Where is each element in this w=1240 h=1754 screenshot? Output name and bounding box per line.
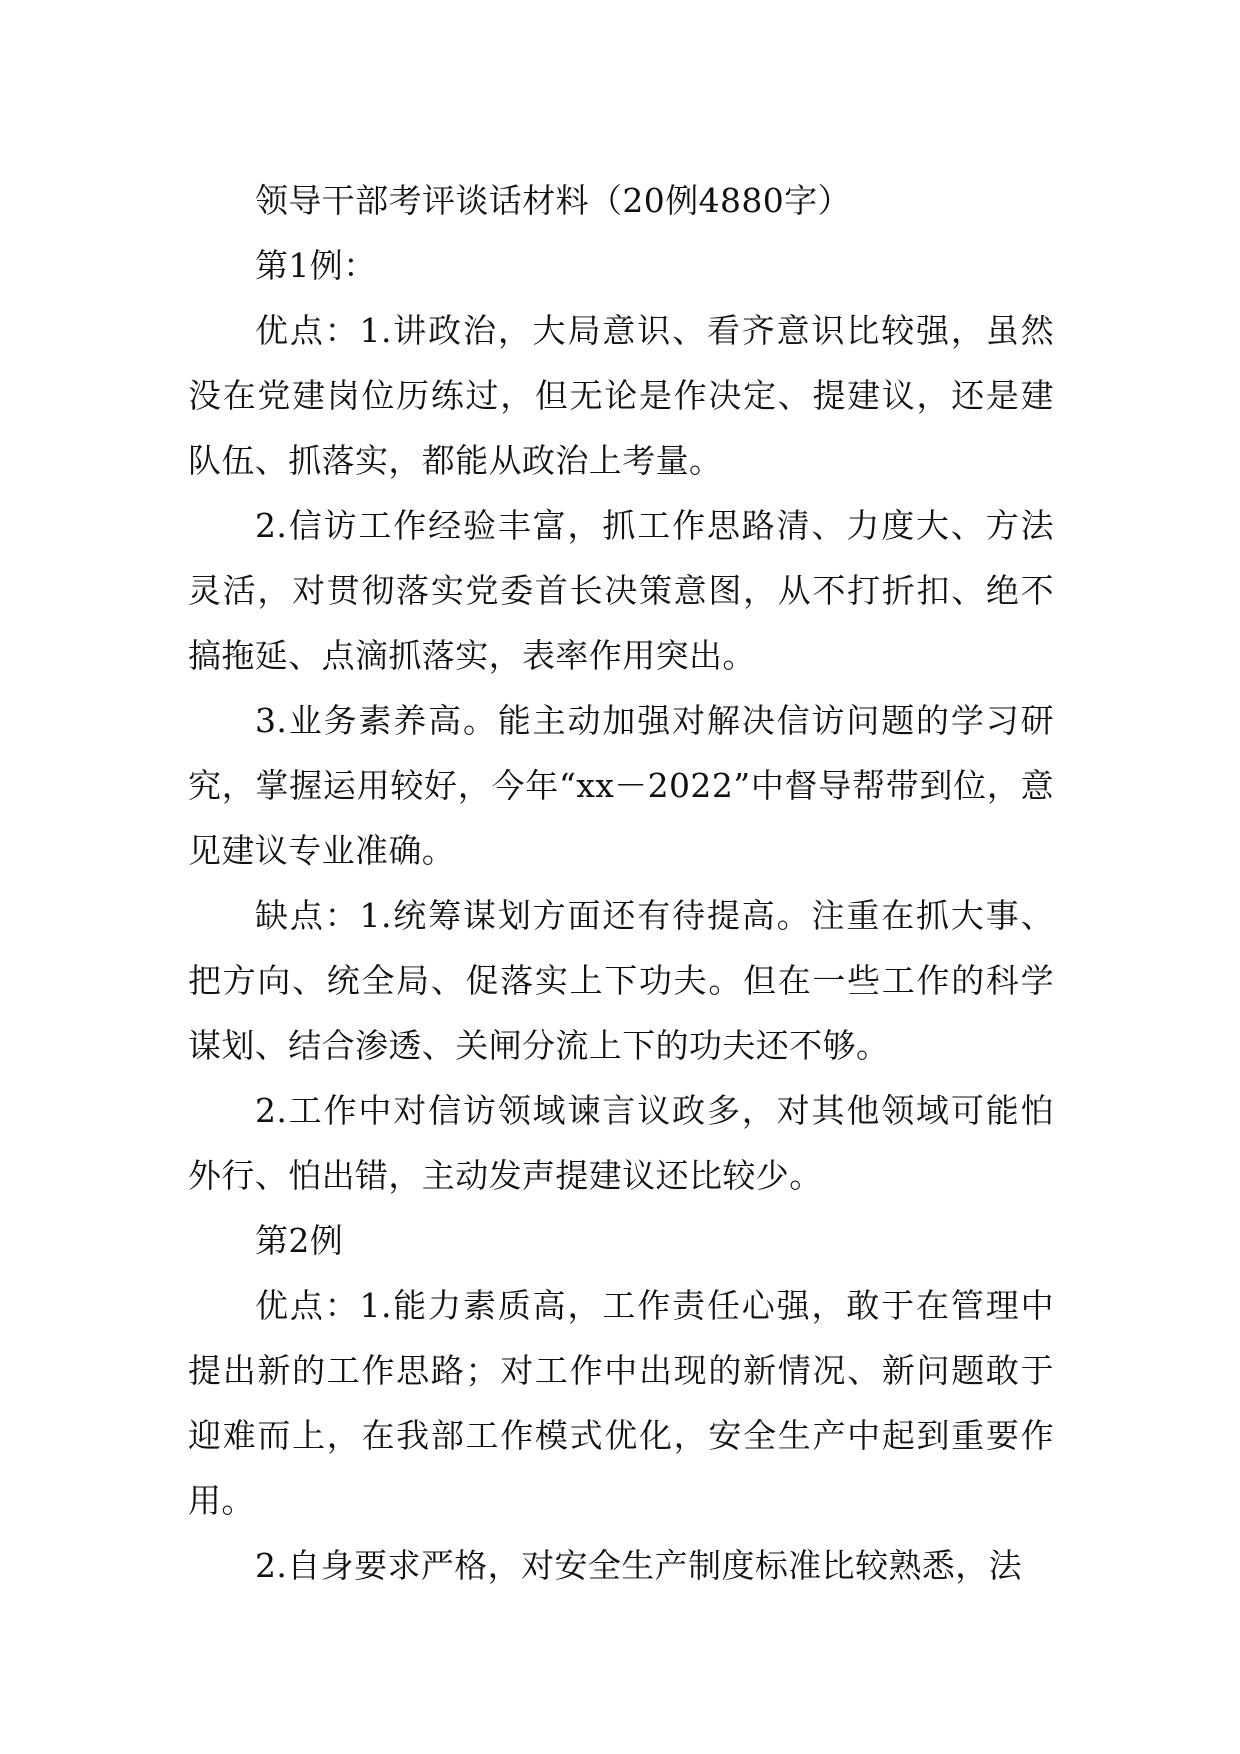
paragraph: 优点：1.能力素质高，工作责任心强，敢于在管理中提出新的工作思路；对工作中出现的新情况、新问题敢于迎难而上，在我部工作模式优化，安全生产中起到重要作用。 xyxy=(188,1286,1054,1520)
paragraph: 2.自身要求严格，对安全生产制度标准比较熟悉，法 xyxy=(255,1546,1023,1585)
paragraph: 第2例 xyxy=(255,1221,344,1260)
paragraph: 第1例： xyxy=(255,246,377,285)
paragraph: 3.业务素养高。能主动加强对解决信访问题的学习研究，掌握运用较好，今年“xx－2022”中督导帮带到位，意见建议专业准确。 xyxy=(188,701,1054,870)
document-body xyxy=(188,168,1054,1598)
paragraph: 2.工作中对信访领域谏言议政多，对其他领域可能怕外行、怕出错，主动发声提建议还比较少。 xyxy=(188,1091,1054,1195)
paragraph: 缺点：1.统筹谋划方面还有待提高。注重在抓大事、把方向、统全局、促落实上下功夫。但在一些工作的科学谋划、结合渗透、关闸分流上下的功夫还不够。 xyxy=(188,896,1054,1065)
document-title: 领导干部考评谈话材料（20例4880字） xyxy=(255,181,851,220)
paragraph: 优点：1.讲政治，大局意识、看齐意识比较强，虽然没在党建岗位历练过，但无论是作决定、提建议，还是建队伍、抓落实，都能从政治上考量。 xyxy=(188,311,1054,480)
paragraph: 2.信访工作经验丰富，抓工作思路清、力度大、方法灵活，对贯彻落实党委首长决策意图，从不打折扣、绝不搞拖延、点滴抓落实，表率作用突出。 xyxy=(188,506,1054,675)
